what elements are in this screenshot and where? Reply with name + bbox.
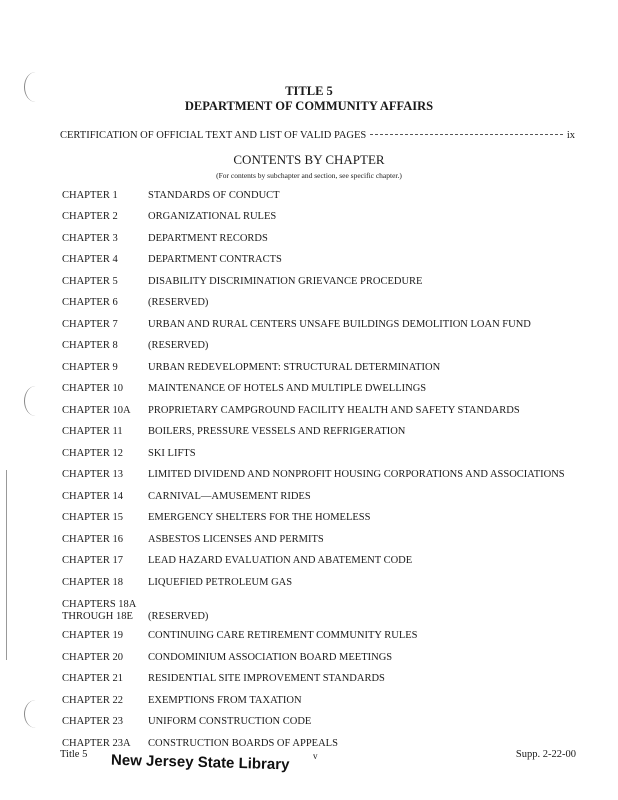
chapter-title: CONTINUING CARE RETIREMENT COMMUNITY RULES <box>148 630 418 641</box>
chapter-row <box>62 652 592 664</box>
chapter-row <box>62 512 592 524</box>
chapter-title: DEPARTMENT RECORDS <box>148 233 268 244</box>
chapter-row <box>62 738 592 750</box>
chapter-number: CHAPTER 10 <box>62 383 123 394</box>
chapter-title: RESIDENTIAL SITE IMPROVEMENT STANDARDS <box>148 673 385 684</box>
certification-line <box>60 130 575 141</box>
chapter-title: EMERGENCY SHELTERS FOR THE HOMELESS <box>148 512 371 523</box>
certification-label: CERTIFICATION OF OFFICIAL TEXT AND LIST OF VALID PAGES <box>60 130 367 141</box>
chapter-row <box>62 716 592 728</box>
chapter-title: LIMITED DIVIDEND AND NONPROFIT HOUSING CORPORATIONS AND ASSOCIATIONS <box>148 469 565 480</box>
chapter-title: ORGANIZATIONAL RULES <box>148 211 277 222</box>
chapter-number: CHAPTER 21 <box>62 673 123 684</box>
chapter-number: CHAPTER 9 <box>62 362 118 373</box>
contents-note: (For contents by subchapter and section, see specific chapter.) <box>216 171 402 180</box>
chapter-title: UNIFORM CONSTRUCTION CODE <box>148 716 312 727</box>
chapter-title: DEPARTMENT CONTRACTS <box>148 254 282 265</box>
chapter-number: CHAPTER 1 <box>62 190 118 201</box>
chapter-title: SKI LIFTS <box>148 448 196 459</box>
footer-supplement-date: Supp. 2-22-00 <box>515 749 576 760</box>
footer-page-number: v <box>313 751 318 761</box>
chapter-title: ASBESTOS LICENSES AND PERMITS <box>148 534 324 545</box>
chapter-row <box>62 405 592 417</box>
chapter-number: CHAPTER 6 <box>62 297 118 308</box>
chapter-number: CHAPTERS 18A THROUGH 18E <box>62 599 137 622</box>
chapter-number: CHAPTER 22 <box>62 695 123 706</box>
chapter-number: CHAPTER 10A <box>62 405 131 416</box>
chapter-number: CHAPTER 5 <box>62 276 118 287</box>
chapter-row <box>62 211 592 223</box>
title-line-2: DEPARTMENT OF COMMUNITY AFFAIRS <box>184 99 434 113</box>
chapter-row <box>62 319 592 331</box>
chapter-title: LIQUEFIED PETROLEUM GAS <box>148 577 293 588</box>
chapter-number: CHAPTER 20 <box>62 652 123 663</box>
chapter-row <box>62 577 592 589</box>
chapter-row <box>62 673 592 685</box>
chapter-number: CHAPTER 13 <box>62 469 123 480</box>
chapter-row <box>62 491 592 503</box>
chapter-title: LEAD HAZARD EVALUATION AND ABATEMENT CODE <box>148 555 413 566</box>
chapter-number: CHAPTER 18 <box>62 577 123 588</box>
chapter-number: CHAPTER 2 <box>62 211 118 222</box>
chapter-row <box>62 362 592 374</box>
chapter-row <box>62 599 592 623</box>
chapter-title: URBAN AND RURAL CENTERS UNSAFE BUILDINGS DEMOLITION LOAN FUND <box>148 319 531 330</box>
chapter-row <box>62 297 592 309</box>
chapter-title: CONSTRUCTION BOARDS OF APPEALS <box>148 738 338 749</box>
chapter-row <box>62 233 592 245</box>
chapter-row <box>62 190 592 202</box>
chapter-number: CHAPTER 23 <box>62 716 123 727</box>
footer-title: Title 5 <box>60 749 88 760</box>
chapter-title: CARNIVAL—AMUSEMENT RIDES <box>148 491 311 502</box>
chapter-number: CHAPTER 3 <box>62 233 118 244</box>
chapter-title: DISABILITY DISCRIMINATION GRIEVANCE PROCEDURE <box>148 276 423 287</box>
chapter-row <box>62 340 592 352</box>
contents-heading: CONTENTS BY CHAPTER <box>233 152 385 167</box>
chapter-row <box>62 383 592 395</box>
chapter-row <box>62 254 592 266</box>
chapter-title: STANDARDS OF CONDUCT <box>148 190 280 201</box>
punch-hole-mark <box>24 386 47 416</box>
chapter-title: (RESERVED) <box>148 340 209 351</box>
chapter-number: CHAPTER 7 <box>62 319 118 330</box>
chapter-row <box>62 695 592 707</box>
chapter-title: (RESERVED) <box>148 611 209 622</box>
chapter-row <box>62 448 592 460</box>
dot-leader <box>370 134 563 135</box>
chapter-title: URBAN REDEVELOPMENT: STRUCTURAL DETERMINATION <box>148 362 441 373</box>
punch-hole-mark <box>24 700 47 728</box>
chapter-row <box>62 276 592 288</box>
chapter-row <box>62 426 592 438</box>
library-stamp: New Jersey State Library <box>110 751 290 774</box>
chapter-number: CHAPTER 4 <box>62 254 118 265</box>
chapter-title: PROPRIETARY CAMPGROUND FACILITY HEALTH AND SAFETY STANDARDS <box>148 405 520 416</box>
chapter-number: CHAPTER 23A <box>62 738 131 749</box>
chapter-title: CONDOMINIUM ASSOCIATION BOARD MEETINGS <box>148 652 393 663</box>
chapter-row <box>62 534 592 546</box>
title-block <box>0 84 618 114</box>
chapter-number: CHAPTER 19 <box>62 630 123 641</box>
chapter-number: CHAPTER 8 <box>62 340 118 351</box>
chapter-number: CHAPTER 11 <box>62 426 123 437</box>
chapter-number: CHAPTER 16 <box>62 534 123 545</box>
chapter-row <box>62 555 592 567</box>
chapter-number: CHAPTER 17 <box>62 555 123 566</box>
chapter-title: (RESERVED) <box>148 297 209 308</box>
title-line-1: TITLE 5 <box>285 84 333 98</box>
scan-edge-line <box>6 470 7 660</box>
chapter-title: MAINTENANCE OF HOTELS AND MULTIPLE DWELLINGS <box>148 383 427 394</box>
chapter-number: CHAPTER 15 <box>62 512 123 523</box>
chapter-number: CHAPTER 12 <box>62 448 123 459</box>
chapter-row <box>62 469 592 481</box>
chapter-row <box>62 630 592 642</box>
chapter-title: BOILERS, PRESSURE VESSELS AND REFRIGERATION <box>148 426 406 437</box>
chapter-number: CHAPTER 14 <box>62 491 123 502</box>
certification-page: ix <box>566 130 575 141</box>
chapter-title: EXEMPTIONS FROM TAXATION <box>148 695 302 706</box>
